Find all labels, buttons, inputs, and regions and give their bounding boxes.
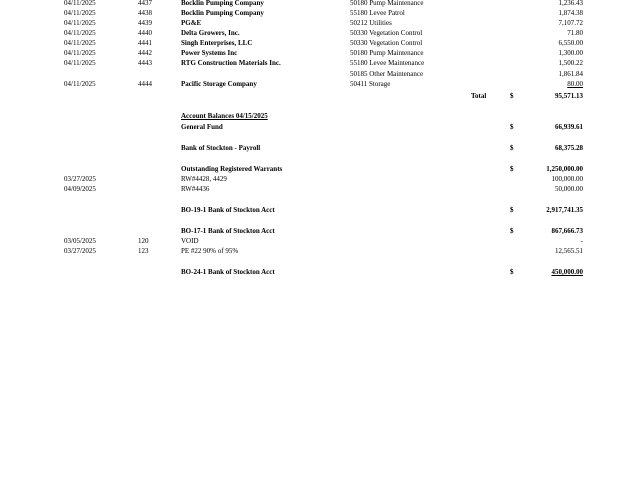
bo24-dollar-sign: $ — [510, 268, 514, 276]
row-date: 04/11/2025 — [64, 80, 96, 88]
total-dollar-sign: $ — [510, 92, 514, 100]
bo24-account-row — [0, 267, 640, 277]
row-amount: 1,874.38 — [558, 9, 583, 17]
row-account: 50180 Pump Maintenance — [350, 0, 424, 7]
row-check-number: 120 — [138, 237, 149, 245]
table-row — [0, 58, 640, 68]
table-row — [0, 28, 640, 38]
total-row — [0, 91, 640, 101]
row-check-number: 4437 — [138, 0, 152, 7]
general-fund-dollar-sign: $ — [510, 123, 514, 131]
bo19-amount: 2,917,741.35 — [546, 206, 583, 214]
row-amount: 80.00 — [567, 80, 583, 88]
row-check-number: 4442 — [138, 49, 152, 57]
row-date: 04/11/2025 — [64, 59, 96, 67]
row-amount: - — [580, 237, 583, 245]
table-row — [0, 79, 640, 89]
payroll-amount: 68,375.28 — [555, 144, 583, 152]
table-row — [0, 18, 640, 28]
bo17-dollar-sign: $ — [510, 227, 514, 235]
row-amount: 1,500.22 — [558, 59, 583, 67]
row-check-number: 4439 — [138, 19, 152, 27]
bo19-account-row — [0, 205, 640, 215]
outstanding-warrants-row — [0, 164, 640, 174]
row-amount: 1,300.00 — [558, 49, 583, 57]
bo17-account-row — [0, 226, 640, 236]
bo17-amount: 867,666.73 — [551, 227, 583, 235]
general-fund-amount: 66,939.61 — [555, 123, 583, 131]
table-row — [0, 48, 640, 58]
row-account: 50212 Utilities — [350, 19, 392, 27]
row-vendor: Bocklin Pumping Company — [181, 0, 264, 7]
row-check-number: 4441 — [138, 39, 152, 47]
row-account: 50180 Pump Maintenance — [350, 49, 424, 57]
row-vendor: Delta Growers, Inc. — [181, 29, 240, 37]
row-account: 50330 Vegetation Control — [350, 29, 423, 37]
balances-heading-row — [0, 111, 640, 121]
row-vendor: Bocklin Pumping Company — [181, 9, 264, 17]
row-vendor: Pacific Storage Company — [181, 80, 257, 88]
row-amount: 100,000.00 — [551, 175, 583, 183]
row-account: 55180 Levee Patrol — [350, 9, 405, 17]
bo19-account-label: BO-19-1 Bank of Stockton Acct — [181, 206, 275, 214]
bo19-dollar-sign: $ — [510, 206, 514, 214]
row-vendor: PG&E — [181, 19, 202, 27]
row-amount: 6,550.00 — [558, 39, 583, 47]
row-amount: 12,565.51 — [555, 247, 583, 255]
row-account: 50185 Other Maintenance — [350, 70, 424, 78]
table-row — [0, 69, 640, 79]
table-row — [0, 174, 640, 184]
row-date: 04/11/2025 — [64, 49, 96, 57]
outstanding-warrants-label: Outstanding Registered Warrants — [181, 165, 283, 173]
bo24-account-label: BO-24-1 Bank of Stockton Acct — [181, 268, 275, 276]
row-check-number: 123 — [138, 247, 149, 255]
balances-heading: Account Balances 04/15/2025 — [181, 112, 268, 120]
row-check-number: 4438 — [138, 9, 152, 17]
payroll-row — [0, 143, 640, 153]
row-check-number: 4444 — [138, 80, 152, 88]
payroll-dollar-sign: $ — [510, 144, 514, 152]
row-amount: 1,861.84 — [558, 70, 583, 78]
row-date: 04/11/2025 — [64, 19, 96, 27]
bo24-amount: 450,000.00 — [551, 268, 583, 276]
table-row — [0, 246, 640, 256]
row-date: 03/27/2025 — [64, 247, 96, 255]
row-description: VOID — [181, 237, 199, 245]
row-date: 04/11/2025 — [64, 0, 96, 7]
outstanding-warrants-amount: 1,250,000.00 — [546, 165, 583, 173]
row-account: 55180 Levee Maintenance — [350, 59, 425, 67]
table-row — [0, 0, 640, 8]
outstanding-warrants-dollar-sign: $ — [510, 165, 514, 173]
row-date: 04/11/2025 — [64, 29, 96, 37]
table-row — [0, 38, 640, 48]
row-amount: 50,000.00 — [555, 185, 583, 193]
total-amount: 95,571.13 — [555, 92, 583, 100]
row-date: 03/27/2025 — [64, 175, 96, 183]
row-amount: 1,236.43 — [558, 0, 583, 7]
row-amount: 7,107.72 — [558, 19, 583, 27]
row-vendor: RTG Construction Materials Inc. — [181, 59, 281, 67]
general-fund-label: General Fund — [181, 123, 223, 131]
general-fund-row — [0, 122, 640, 132]
row-description: RW#4436 — [181, 185, 210, 193]
payroll-label: Bank of Stockton - Payroll — [181, 144, 261, 152]
row-check-number: 4440 — [138, 29, 152, 37]
row-check-number: 4443 — [138, 59, 152, 67]
row-account: 50411 Storage — [350, 80, 391, 88]
row-date: 03/05/2025 — [64, 237, 96, 245]
table-row — [0, 8, 640, 18]
row-date: 04/11/2025 — [64, 39, 96, 47]
row-date: 04/11/2025 — [64, 9, 96, 17]
row-vendor: Singh Enterprises, LLC — [181, 39, 253, 47]
row-amount: 71.80 — [567, 29, 583, 37]
row-date: 04/09/2025 — [64, 185, 96, 193]
row-description: RW#4428, 4429 — [181, 175, 227, 183]
table-row — [0, 184, 640, 194]
row-description: PE #22 90% of 95% — [181, 247, 239, 255]
bo17-account-label: BO-17-1 Bank of Stockton Acct — [181, 227, 275, 235]
row-vendor: Power Systems Inc — [181, 49, 238, 57]
total-label: Total — [471, 92, 487, 100]
table-row — [0, 236, 640, 246]
row-account: 50330 Vegetation Control — [350, 39, 423, 47]
